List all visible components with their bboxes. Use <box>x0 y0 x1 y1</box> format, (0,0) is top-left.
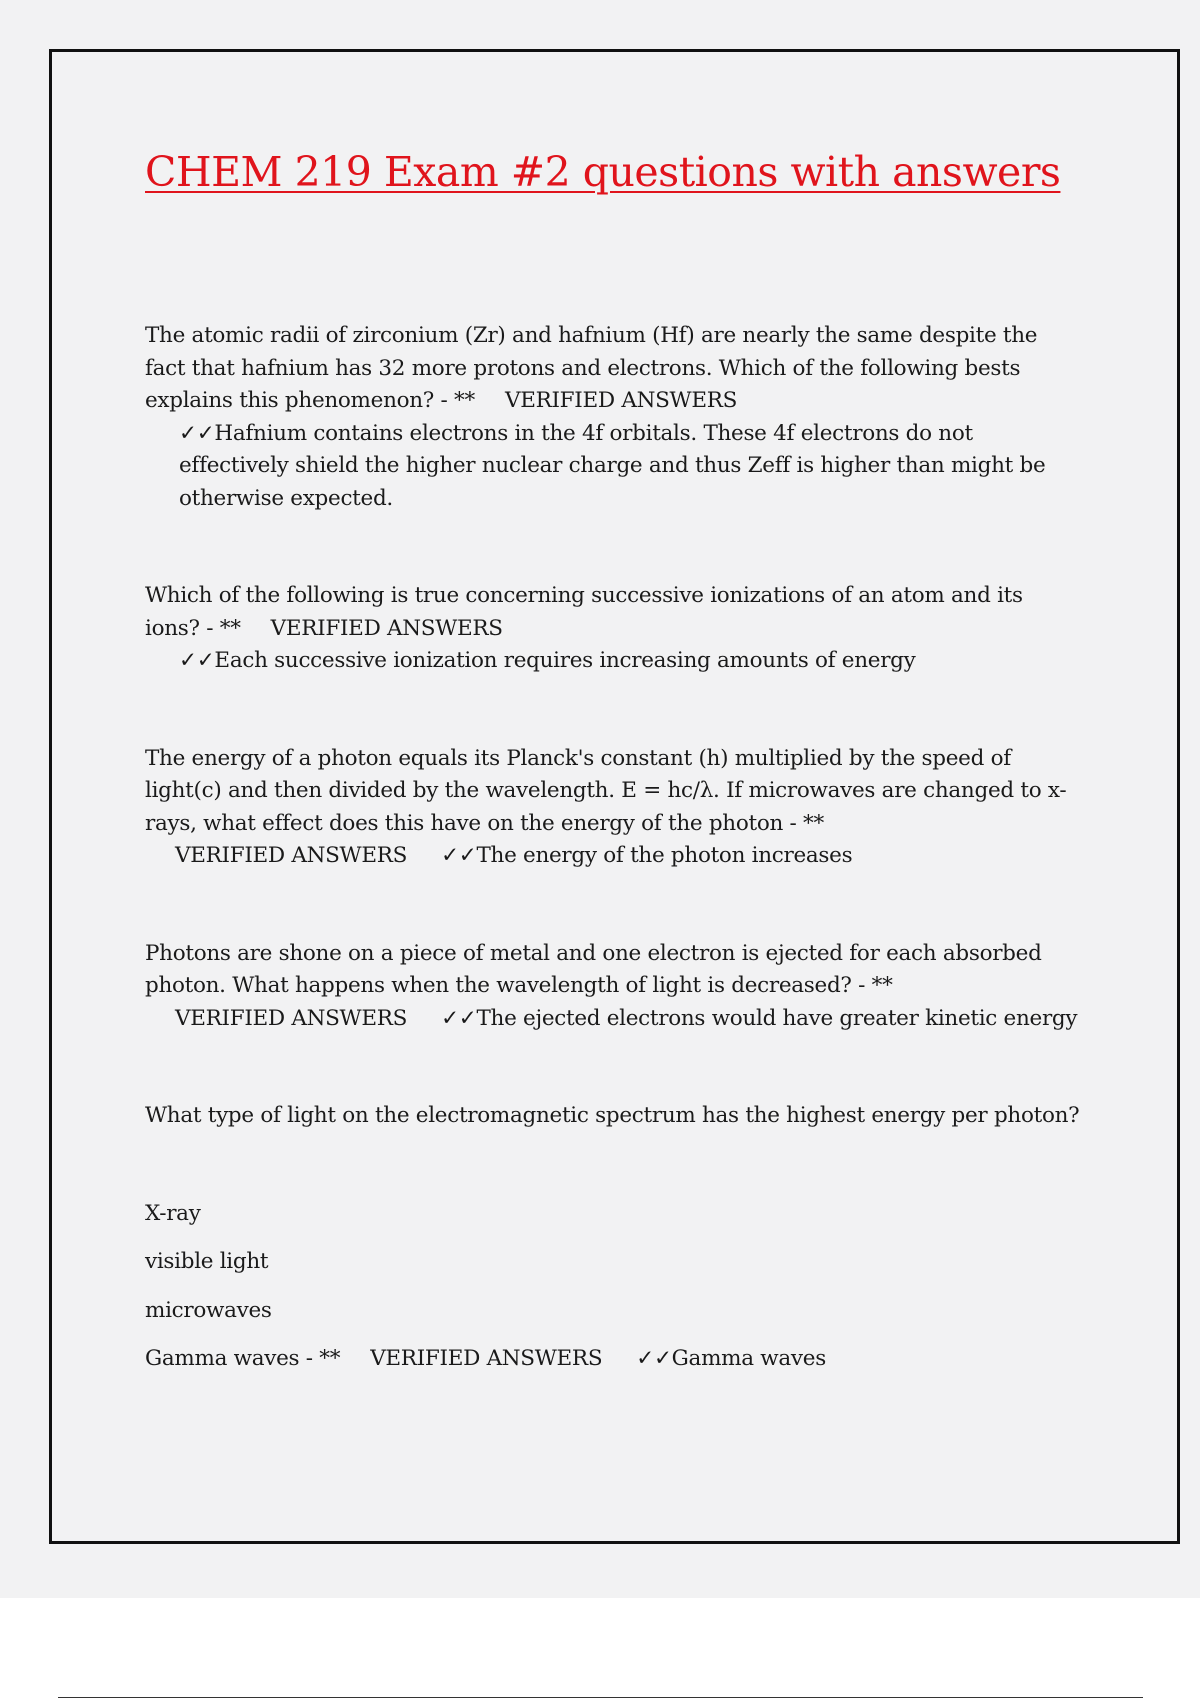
option-item: visible light <box>145 1249 269 1274</box>
option-item: X-ray <box>145 1200 201 1226</box>
answer-text: ✓✓The energy of the photon increases <box>441 843 853 868</box>
verified-tag: VERIFIED ANSWERS <box>270 615 503 641</box>
final-option-text: Gamma waves - ** <box>145 1346 341 1371</box>
qa-item-1 <box>145 320 1080 515</box>
verified-tag: VERIFIED ANSWERS <box>175 1005 408 1031</box>
verified-tag: VERIFIED ANSWERS <box>370 1346 603 1371</box>
option-item: microwaves <box>145 1297 272 1323</box>
answer-options <box>145 1198 1080 1376</box>
qa-item-3 <box>145 743 1080 873</box>
verified-tag: VERIFIED ANSWERS <box>175 843 408 868</box>
qa-item-4 <box>145 938 1080 1036</box>
answer-text: ✓✓The ejected electrons would have greater kinetic energy <box>441 1005 1078 1031</box>
question-text: The energy of a photon equals its Planck's constant (h) multiplied by the speed of light(c) and then divided by the wavelength. E = hc/λ. If microwaves are changed to x-rays, what effect does this have on the energy of the photon - ** <box>145 745 1067 836</box>
verified-tag: VERIFIED ANSWERS <box>504 388 738 413</box>
question-text: The atomic radii of zirconium (Zr) and hafnium (Hf) are nearly the same despite the fact that hafnium has 32 more protons and electrons. Which of the following bests explains this phenomenon? - ** <box>145 323 1038 413</box>
qa-item-5-question: What type of light on the electromagnetic spectrum has the highest energy per photon? <box>145 1103 1080 1128</box>
footer-divider <box>58 1697 1143 1698</box>
answer-text: ✓✓Gamma waves <box>636 1346 826 1371</box>
answer-text: ✓✓Each successive ionization requires increasing amounts of energy <box>179 648 916 673</box>
question-text: Which of the following is true concerning successive ionizations of an atom and its ions? - ** <box>145 583 1023 641</box>
qa-item-2 <box>145 580 1080 678</box>
document-title: CHEM 219 Exam #2 questions with answers <box>145 148 1061 196</box>
answer-text: ✓✓Hafnium contains electrons in the 4f orbitals. These 4f electrons do not effectively shield the higher nuclear charge and thus Zeff is higher than might be otherwise expected. <box>179 420 1046 511</box>
question-text: Photons are shone on a piece of metal and one electron is ejected for each absorbed photon. What happens when the wavelength of light is decreased? - ** <box>145 940 1042 998</box>
document-body <box>145 320 1080 1392</box>
option-item-final <box>145 1343 1080 1376</box>
